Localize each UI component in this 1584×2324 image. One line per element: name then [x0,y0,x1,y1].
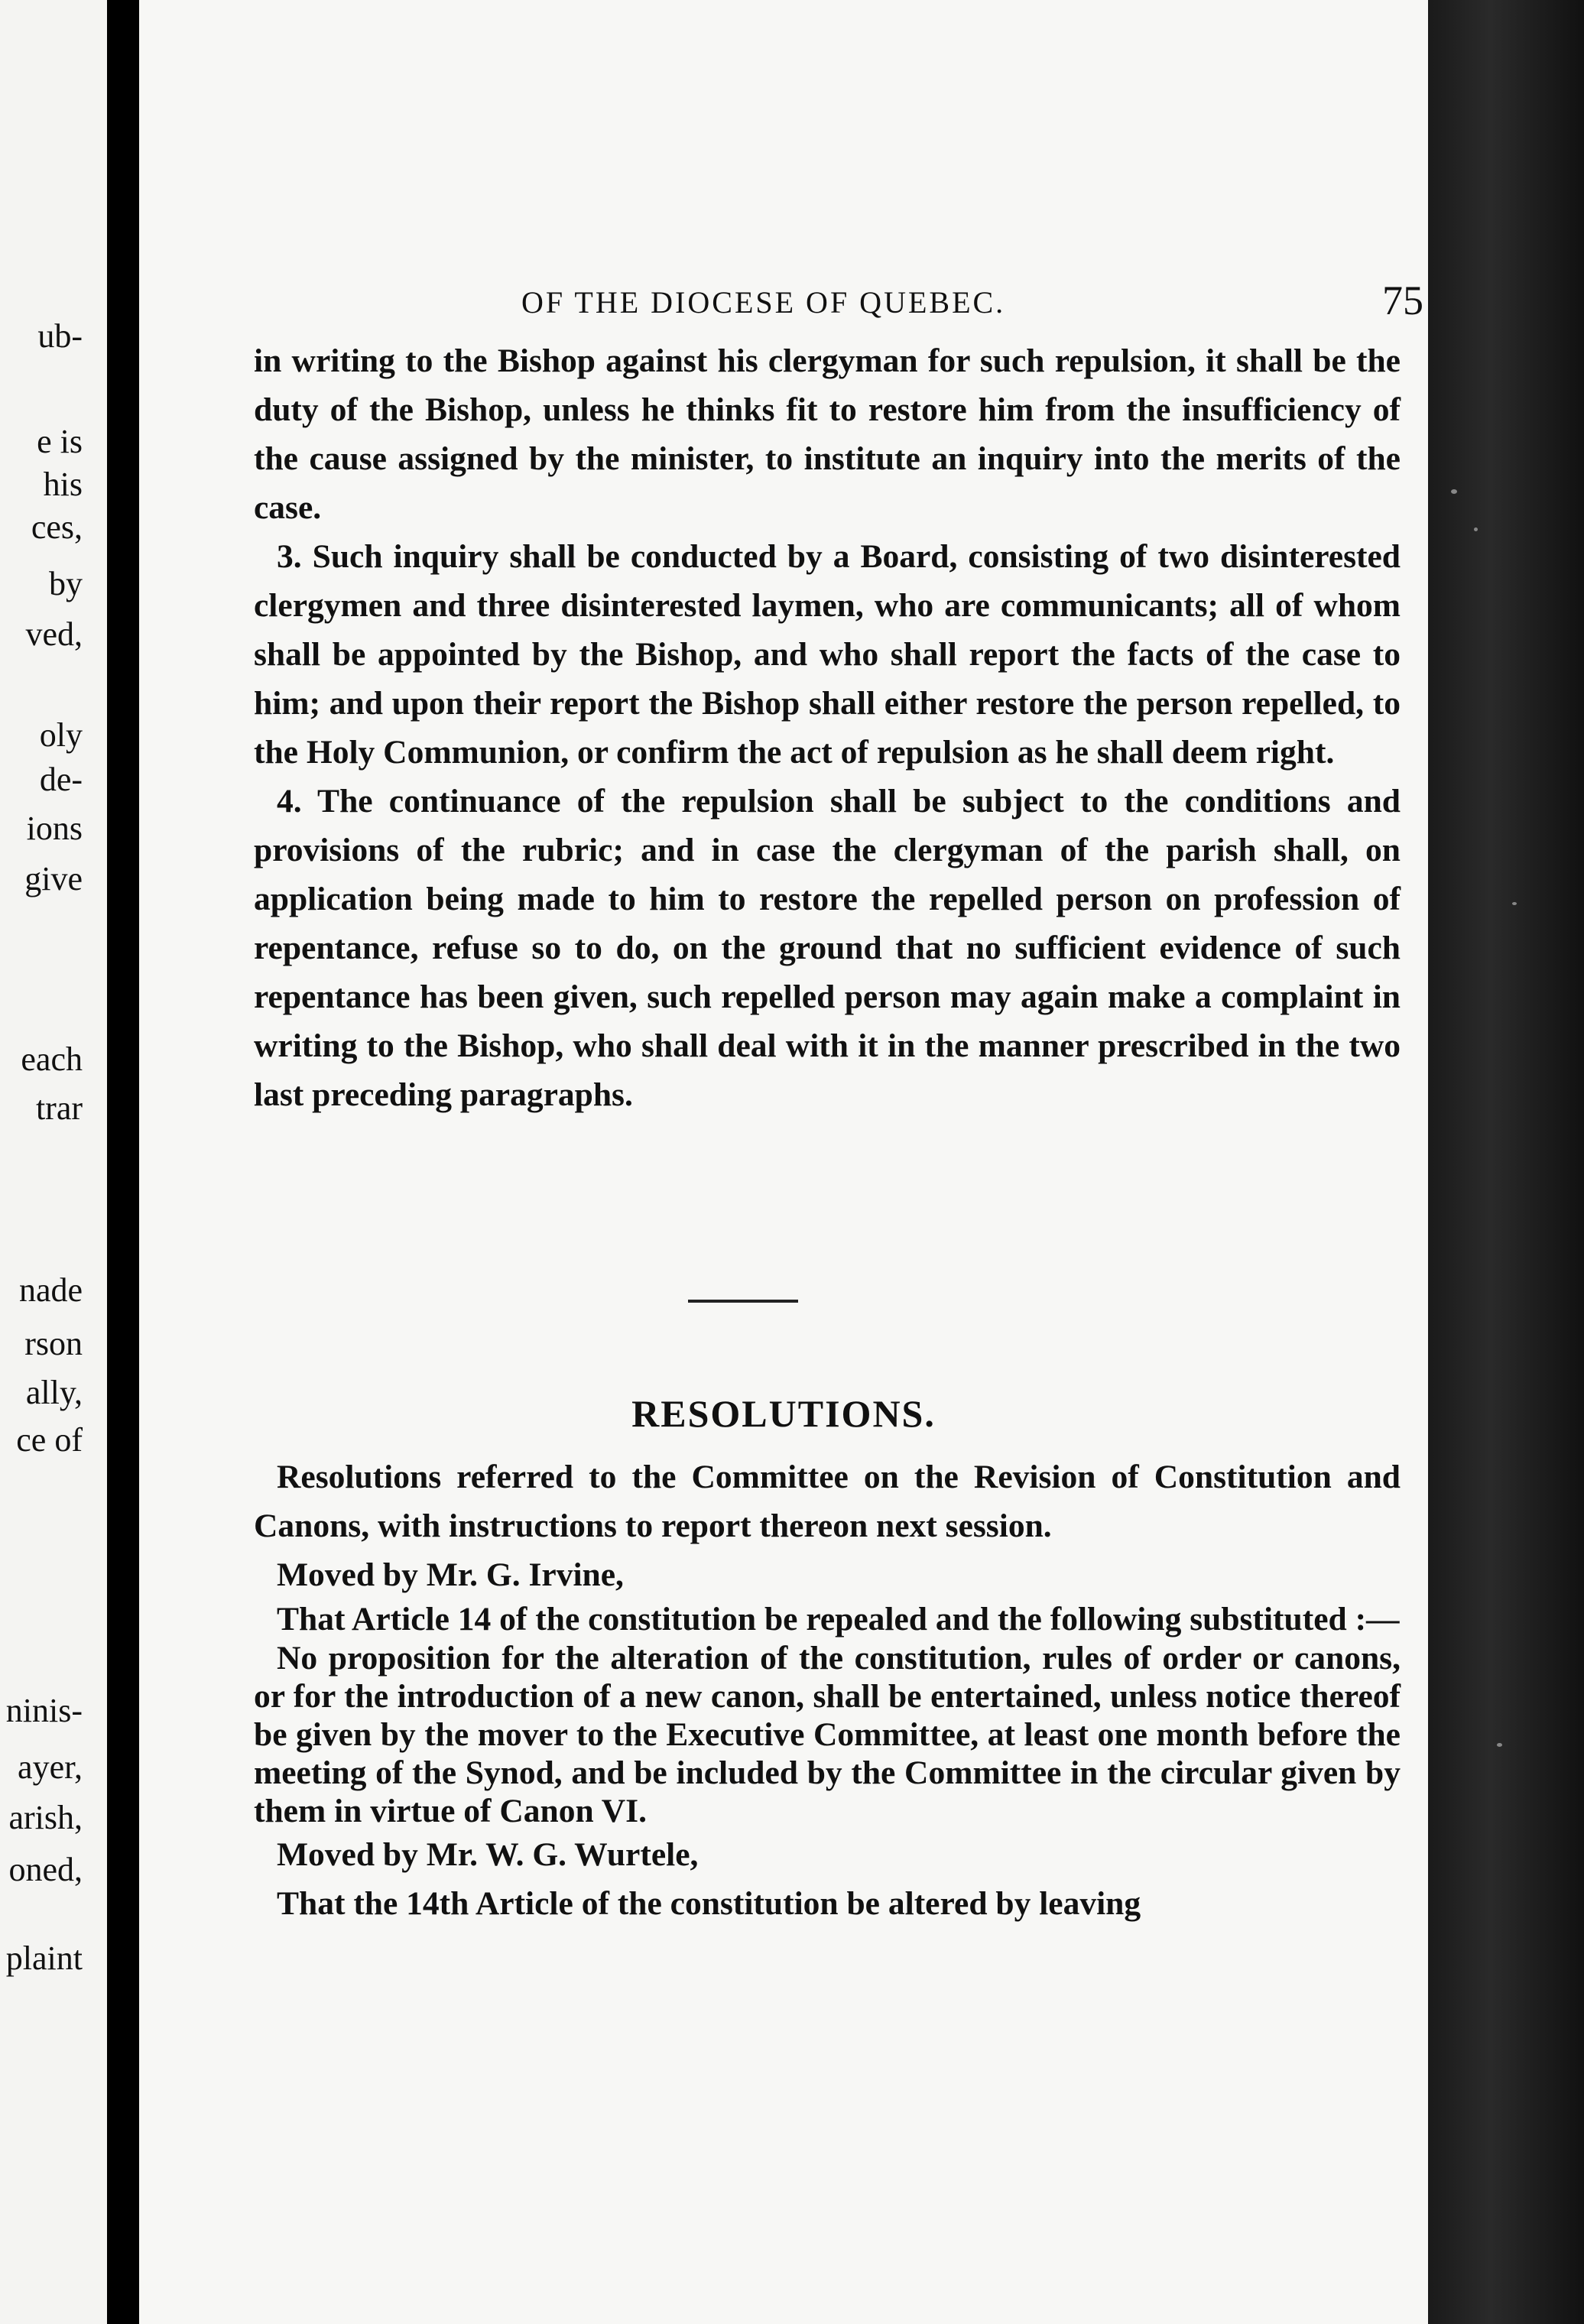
left-fragment: nade [18,1271,83,1309]
left-fragment: e is [37,423,83,460]
proposed-article-text: No proposition for the alteration of the constitution, rules of order or canons, or for the introduction of a new canon, shall be entertained, unless notice thereof be given by the mover to the Executive Committee, at least one month before the meeting of the Synod, and be included by the Committee in the circular given by them in virtue of Canon VI. [254,1640,1401,1829]
left-fragment: ninis- [5,1692,83,1729]
resolutions-block [254,1452,1401,1928]
left-fragment: ub- [37,317,83,355]
scan-speck [1474,527,1478,531]
left-fragment: ally, [25,1374,83,1411]
scan-speck [1497,1743,1502,1747]
page-edge-shadow [1428,0,1584,2324]
left-fragment: trar [35,1089,83,1127]
left-fragment: by [49,565,83,602]
left-fragment: give [24,860,83,897]
left-fragment: de- [39,761,83,798]
section-title: RESOLUTIONS. [631,1392,936,1435]
scan-speck [1512,902,1517,905]
running-head: OF THE DIOCESE OF QUEBEC. [521,285,1006,320]
page-number: 75 [1382,278,1423,323]
left-fragment: each [21,1040,83,1078]
left-fragment: rson [24,1325,83,1362]
left-fragment: ce of [16,1421,83,1459]
gutter-shadow [107,0,115,2324]
left-fragment: arish, [8,1799,83,1836]
resolutions-intro: Resolutions referred to the Committee on the Revision of Constitution and Canons, with instructions to report thereon next session. [254,1459,1401,1544]
paragraph-continuation: in writing to the Bishop against his clergyman for such repulsion, it shall be the duty of the Bishop, unless he thinks fit to restore him from the insufficiency of the cause assigned by the minister, to institute an inquiry into the merits of the case. [254,342,1401,526]
paragraph-4: 4. The continuance of the repulsion shall be subject to the conditions and provisions of the rubric; and in case the clergyman of the parish shall, on application being made to him to restore the repelled person on profession of repentance, refuse so to do, on the ground that no sufficient evidence of such repentance has been given, such repelled person may again make a complaint in writing to the Bishop, who shall deal with it in the manner prescribed in the two last preceding paragraphs. [254,783,1401,1113]
mover-irvine: Moved by Mr. G. Irvine, [277,1556,624,1593]
scan-speck [1451,489,1457,494]
page-header [521,277,1423,330]
left-fragment: plaint [5,1939,83,1977]
canon-text-block [254,336,1401,1119]
left-fragment: his [43,466,83,503]
mover-wurtele: Moved by Mr. W. G. Wurtele, [277,1836,699,1873]
paragraph-3: 3. Such inquiry shall be conducted by a Board, consisting of two disinterested clergymen and three disinterested laymen, who are communicants; all of whom shall be appointed by the Bishop, and who shall report the facts of the case to him; and upon their report the Bishop shall either restore the person repelled, to the Holy Communion, or confirm the act of repulsion as he shall deem right. [254,538,1401,771]
previous-page-fragment [0,0,107,2324]
left-fragment: ces, [31,508,83,546]
left-fragment: ions [26,810,83,847]
motion-wurtele: That the 14th Article of the constitution be altered by leaving [277,1885,1141,1922]
left-fragment: ayer, [18,1748,83,1786]
left-fragment: oned, [8,1851,83,1888]
left-fragment: oly [39,716,83,754]
section-divider [688,1300,798,1303]
left-fragment: ved, [25,615,83,653]
motion-irvine: That Article 14 of the constitution be repealed and the following substituted :— [277,1601,1400,1638]
book-page [139,0,1428,2324]
